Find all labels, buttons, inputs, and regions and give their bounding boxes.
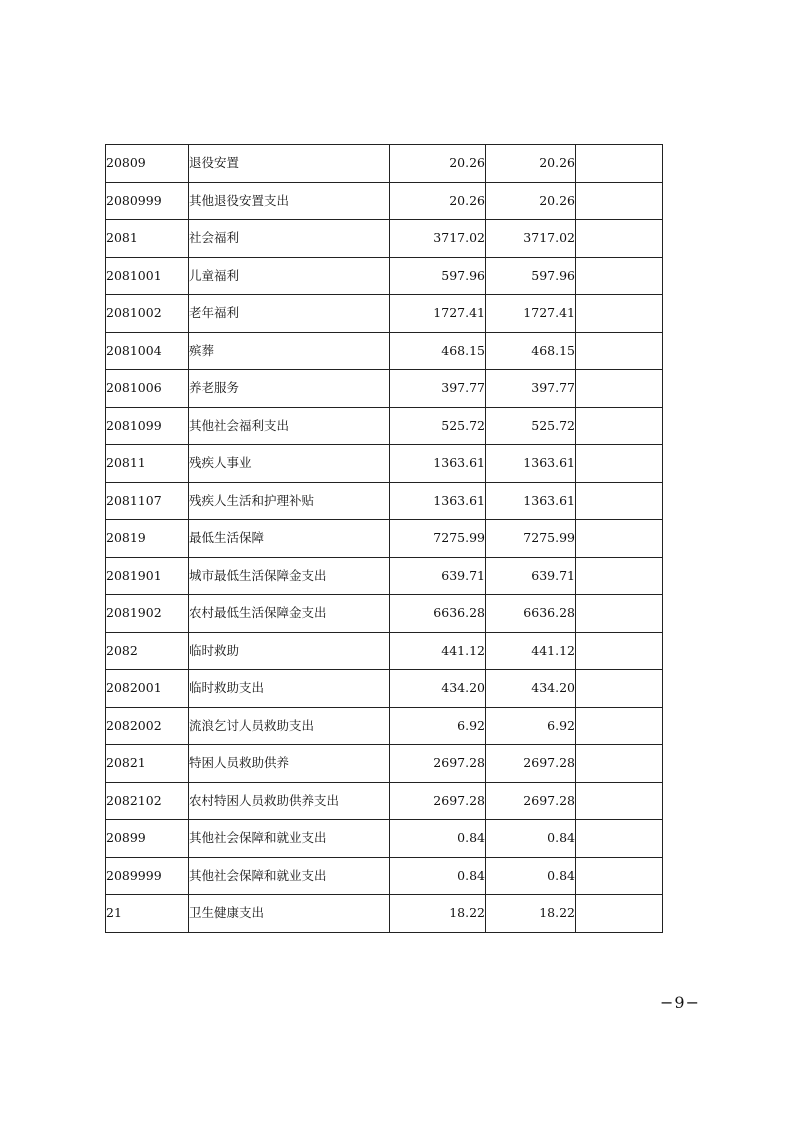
amount-cell-3: [576, 632, 663, 670]
table-row: [106, 295, 663, 333]
subject-name-cell: 卫生健康支出: [189, 895, 390, 933]
subject-name-cell: 农村最低生活保障金支出: [189, 595, 390, 633]
subject-code-cell: 2082102: [106, 782, 189, 820]
subject-code-cell: 2089999: [106, 857, 189, 895]
amount-cell-2: 525.72: [486, 407, 576, 445]
amount-cell-3: [576, 407, 663, 445]
amount-cell-2: 0.84: [486, 857, 576, 895]
amount-cell-1: 2697.28: [390, 782, 486, 820]
subject-name-cell: 城市最低生活保障金支出: [189, 557, 390, 595]
amount-cell-2: 1727.41: [486, 295, 576, 333]
amount-cell-3: [576, 370, 663, 408]
subject-name-cell: 退役安置: [189, 145, 390, 183]
amount-cell-1: 1363.61: [390, 445, 486, 483]
subject-name-cell: 最低生活保障: [189, 520, 390, 558]
amount-cell-2: 20.26: [486, 145, 576, 183]
page-number: −9−: [660, 993, 700, 1012]
amount-cell-1: 0.84: [390, 820, 486, 858]
table-row: [106, 745, 663, 783]
amount-cell-1: 525.72: [390, 407, 486, 445]
amount-cell-3: [576, 595, 663, 633]
amount-cell-1: 468.15: [390, 332, 486, 370]
amount-cell-3: [576, 332, 663, 370]
subject-code-cell: 2081901: [106, 557, 189, 595]
amount-cell-1: 639.71: [390, 557, 486, 595]
amount-cell-2: 441.12: [486, 632, 576, 670]
subject-code-cell: 21: [106, 895, 189, 933]
subject-name-cell: 其他退役安置支出: [189, 182, 390, 220]
amount-cell-3: [576, 707, 663, 745]
subject-name-cell: 残疾人事业: [189, 445, 390, 483]
subject-code-cell: 2081004: [106, 332, 189, 370]
amount-cell-2: 7275.99: [486, 520, 576, 558]
amount-cell-1: 2697.28: [390, 745, 486, 783]
amount-cell-3: [576, 782, 663, 820]
amount-cell-1: 20.26: [390, 182, 486, 220]
amount-cell-2: 468.15: [486, 332, 576, 370]
subject-code-cell: 2081902: [106, 595, 189, 633]
subject-name-cell: 临时救助支出: [189, 670, 390, 708]
subject-code-cell: 2082: [106, 632, 189, 670]
subject-code-cell: 2081006: [106, 370, 189, 408]
table-row: [106, 857, 663, 895]
amount-cell-2: 597.96: [486, 257, 576, 295]
amount-cell-3: [576, 895, 663, 933]
table-row: [106, 220, 663, 258]
amount-cell-2: 1363.61: [486, 445, 576, 483]
amount-cell-2: 2697.28: [486, 745, 576, 783]
subject-name-cell: 临时救助: [189, 632, 390, 670]
amount-cell-2: 434.20: [486, 670, 576, 708]
table-row: [106, 707, 663, 745]
subject-name-cell: 养老服务: [189, 370, 390, 408]
subject-name-cell: 农村特困人员救助供养支出: [189, 782, 390, 820]
amount-cell-2: 6636.28: [486, 595, 576, 633]
subject-code-cell: 2082001: [106, 670, 189, 708]
amount-cell-2: 639.71: [486, 557, 576, 595]
subject-name-cell: 其他社会保障和就业支出: [189, 857, 390, 895]
subject-name-cell: 流浪乞讨人员救助支出: [189, 707, 390, 745]
table-row: [106, 482, 663, 520]
table-row: [106, 370, 663, 408]
amount-cell-3: [576, 557, 663, 595]
table-row: [106, 445, 663, 483]
table-row: [106, 257, 663, 295]
subject-code-cell: 20819: [106, 520, 189, 558]
table-body: [106, 145, 663, 933]
amount-cell-2: 18.22: [486, 895, 576, 933]
subject-code-cell: 2082002: [106, 707, 189, 745]
amount-cell-1: 6.92: [390, 707, 486, 745]
subject-code-cell: 2080999: [106, 182, 189, 220]
subject-name-cell: 老年福利: [189, 295, 390, 333]
subject-name-cell: 殡葬: [189, 332, 390, 370]
table-row: [106, 145, 663, 183]
amount-cell-1: 3717.02: [390, 220, 486, 258]
table-row: [106, 407, 663, 445]
amount-cell-1: 441.12: [390, 632, 486, 670]
amount-cell-2: 1363.61: [486, 482, 576, 520]
amount-cell-1: 1363.61: [390, 482, 486, 520]
subject-name-cell: 残疾人生活和护理补贴: [189, 482, 390, 520]
subject-code-cell: 2081107: [106, 482, 189, 520]
amount-cell-2: 20.26: [486, 182, 576, 220]
subject-code-cell: 20809: [106, 145, 189, 183]
subject-name-cell: 儿童福利: [189, 257, 390, 295]
table-row: [106, 595, 663, 633]
subject-code-cell: 2081001: [106, 257, 189, 295]
amount-cell-3: [576, 445, 663, 483]
subject-name-cell: 特困人员救助供养: [189, 745, 390, 783]
amount-cell-3: [576, 145, 663, 183]
subject-name-cell: 其他社会保障和就业支出: [189, 820, 390, 858]
table-row: [106, 332, 663, 370]
table-row: [106, 520, 663, 558]
amount-cell-3: [576, 482, 663, 520]
expenditure-table: [105, 144, 663, 933]
subject-code-cell: 20821: [106, 745, 189, 783]
subject-name-cell: 社会福利: [189, 220, 390, 258]
amount-cell-3: [576, 257, 663, 295]
subject-code-cell: 2081: [106, 220, 189, 258]
amount-cell-1: 0.84: [390, 857, 486, 895]
table-row: [106, 782, 663, 820]
subject-name-cell: 其他社会福利支出: [189, 407, 390, 445]
amount-cell-3: [576, 745, 663, 783]
amount-cell-3: [576, 857, 663, 895]
amount-cell-1: 7275.99: [390, 520, 486, 558]
amount-cell-2: 0.84: [486, 820, 576, 858]
amount-cell-3: [576, 670, 663, 708]
table-row: [106, 670, 663, 708]
amount-cell-2: 6.92: [486, 707, 576, 745]
amount-cell-1: 434.20: [390, 670, 486, 708]
subject-code-cell: 20811: [106, 445, 189, 483]
amount-cell-1: 18.22: [390, 895, 486, 933]
subject-code-cell: 20899: [106, 820, 189, 858]
amount-cell-1: 1727.41: [390, 295, 486, 333]
table-row: [106, 820, 663, 858]
amount-cell-3: [576, 820, 663, 858]
table-row: [106, 895, 663, 933]
amount-cell-2: 2697.28: [486, 782, 576, 820]
amount-cell-1: 6636.28: [390, 595, 486, 633]
amount-cell-3: [576, 220, 663, 258]
subject-code-cell: 2081099: [106, 407, 189, 445]
subject-code-cell: 2081002: [106, 295, 189, 333]
amount-cell-3: [576, 182, 663, 220]
table-row: [106, 557, 663, 595]
table-row: [106, 182, 663, 220]
amount-cell-2: 397.77: [486, 370, 576, 408]
amount-cell-3: [576, 520, 663, 558]
amount-cell-3: [576, 295, 663, 333]
table-row: [106, 632, 663, 670]
amount-cell-1: 597.96: [390, 257, 486, 295]
amount-cell-2: 3717.02: [486, 220, 576, 258]
amount-cell-1: 397.77: [390, 370, 486, 408]
amount-cell-1: 20.26: [390, 145, 486, 183]
